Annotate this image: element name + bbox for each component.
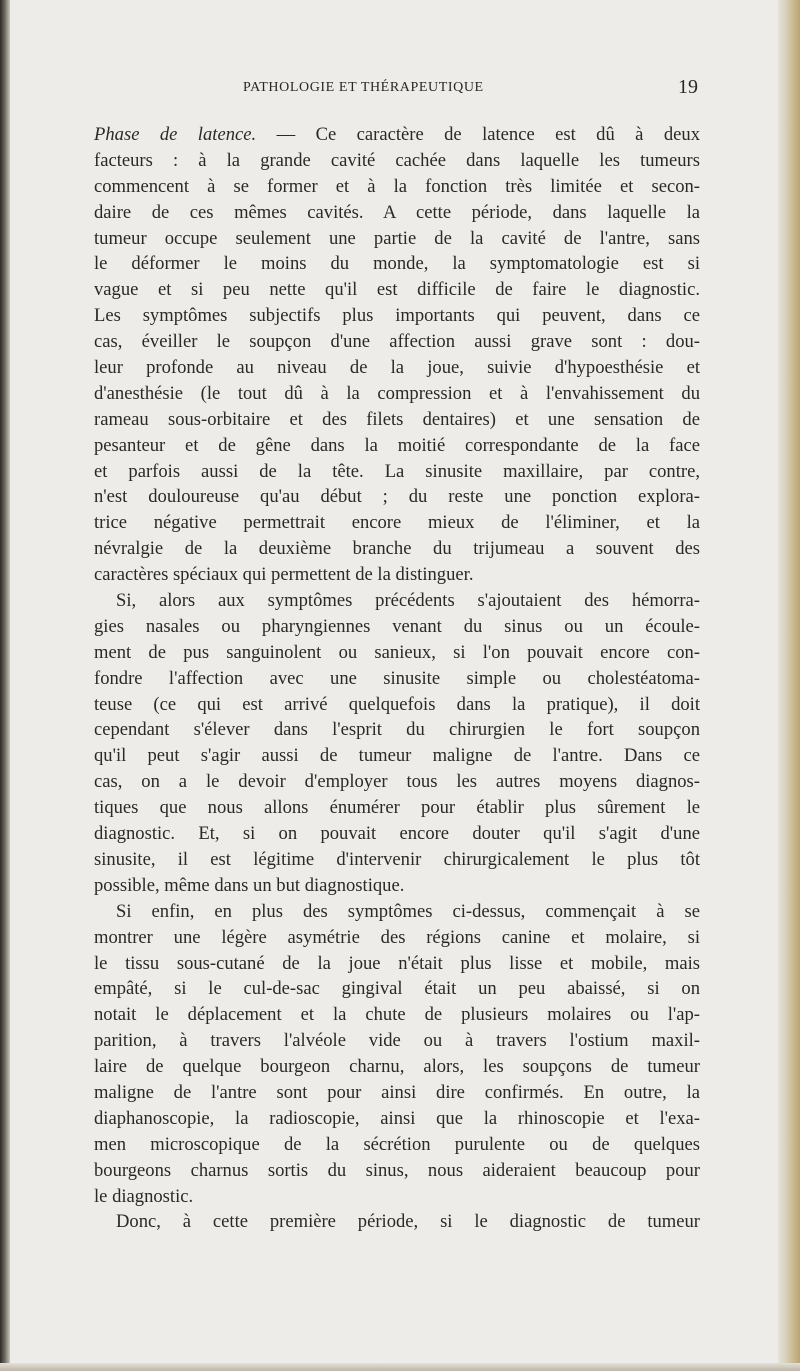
text-line: men microscopique de la sécrétion purulente ou de quelques bbox=[94, 1133, 700, 1155]
text-line: Si enfin, en plus des symptômes ci-dessus, commençait à se bbox=[116, 900, 700, 922]
text-line: le déformer le moins du monde, la symptomatologie est si bbox=[94, 253, 700, 275]
section-heading-italic: Phase de latence. bbox=[94, 124, 257, 145]
text-line: Si, alors aux symptômes précédents s'ajoutaient des hémorra- bbox=[116, 590, 700, 612]
text-line: qu'il peut s'agir aussi de tumeur maligne de l'antre. Dans ce bbox=[94, 745, 700, 767]
text-line: gies nasales ou pharyngiennes venant du sinus ou un écoule- bbox=[94, 615, 700, 637]
text-line: névralgie de la deuxième branche du trijumeau a souvent des bbox=[94, 538, 700, 560]
text-line: commencent à se former et à la fonction très limitée et secon- bbox=[94, 175, 700, 197]
text-line: diagnostic. Et, si on pouvait encore douter qu'il s'agit d'une bbox=[94, 823, 700, 845]
text-line: cas, on a le devoir d'employer tous les autres moyens diagnos- bbox=[94, 771, 700, 793]
text-line: maligne de l'antre sont pour ainsi dire confirmés. En outre, la bbox=[94, 1081, 700, 1103]
text-line: tiques que nous allons énumérer pour établir plus sûrement le bbox=[94, 797, 700, 819]
text-line: d'anesthésie (le tout dû à la compression et à l'envahissement du bbox=[94, 382, 700, 404]
text-line: trice négative permettrait encore mieux de l'éliminer, et la bbox=[94, 512, 700, 534]
text-line: vague et si peu nette qu'il est difficile de faire le diagnostic. bbox=[94, 279, 700, 301]
page-edge-right bbox=[778, 0, 800, 1371]
text-line: n'est douloureuse qu'au début ; du reste une ponction explora- bbox=[94, 486, 700, 508]
text-line: facteurs : à la grande cavité cachée dans laquelle les tumeurs bbox=[94, 149, 700, 171]
text-line: sinusite, il est légitime d'intervenir chirurgicalement le plus tôt bbox=[94, 848, 700, 870]
page-header bbox=[243, 76, 698, 100]
text-line-continuation: — Ce caractère de latence est dû à deux bbox=[256, 124, 700, 145]
page-gutter-shadow bbox=[0, 0, 10, 1371]
text-line: le tissu sous-cutané de la joue n'était plus lisse et mobile, mais bbox=[94, 952, 700, 974]
text-line: empâté, si le cul-de-sac gingival était un peu abaissé, si on bbox=[94, 978, 700, 1000]
text-line: leur profonde au niveau de la joue, suivie d'hypoesthésie et bbox=[94, 357, 700, 379]
text-line: caractères spéciaux qui permettent de la distinguer. bbox=[94, 564, 474, 586]
text-line: rameau sous-orbitaire et des filets dentaires) et une sensation de bbox=[94, 408, 700, 430]
text-line: possible, même dans un but diagnostique. bbox=[94, 874, 405, 896]
body-text bbox=[94, 122, 700, 1235]
page-edge-bottom bbox=[0, 1363, 800, 1371]
text-line: ment de pus sanguinolent ou sanieux, si l'on pouvait encore con- bbox=[94, 641, 700, 663]
text-line: parition, à travers l'alvéole vide ou à travers l'ostium maxil- bbox=[94, 1030, 700, 1052]
text-line: cependant s'élever dans l'esprit du chirurgien le fort soupçon bbox=[94, 719, 700, 741]
text-line: fondre l'affection avec une sinusite simple ou cholestéatoma- bbox=[94, 667, 700, 689]
text-line: pesanteur et de gêne dans la moitié correspondante de la face bbox=[94, 434, 700, 456]
text-line: cas, éveiller le soupçon d'une affection aussi grave sont : dou- bbox=[94, 331, 700, 353]
text-line: teuse (ce qui est arrivé quelquefois dans la pratique), il doit bbox=[94, 693, 700, 715]
text-line: bourgeons charnus sortis du sinus, nous aideraient beaucoup pour bbox=[94, 1159, 700, 1181]
text-line: laire de quelque bourgeon charnu, alors, les soupçons de tumeur bbox=[94, 1056, 700, 1078]
text-line: le diagnostic. bbox=[94, 1185, 194, 1207]
text-line: tumeur occupe seulement une partie de la cavité de l'antre, sans bbox=[94, 227, 700, 249]
text-line: Les symptômes subjectifs plus importants qui peuvent, dans ce bbox=[94, 305, 700, 327]
text-line bbox=[94, 122, 700, 148]
text-line: daire de ces mêmes cavités. A cette période, dans laquelle la bbox=[94, 201, 700, 223]
text-line: et parfois aussi de la tête. La sinusite maxillaire, par contre, bbox=[94, 460, 700, 482]
text-line: montrer une légère asymétrie des régions canine et molaire, si bbox=[94, 926, 700, 948]
text-line: Donc, à cette première période, si le diagnostic de tumeur bbox=[116, 1211, 700, 1233]
running-title: PATHOLOGIE ET THÉRAPEUTIQUE bbox=[243, 80, 484, 95]
text-line: notait le déplacement et la chute de plusieurs molaires ou l'ap- bbox=[94, 1004, 700, 1026]
page-number: 19 bbox=[678, 76, 698, 98]
text-line: diaphanoscopie, la radioscopie, ainsi que la rhinoscopie et l'exa- bbox=[94, 1107, 700, 1129]
